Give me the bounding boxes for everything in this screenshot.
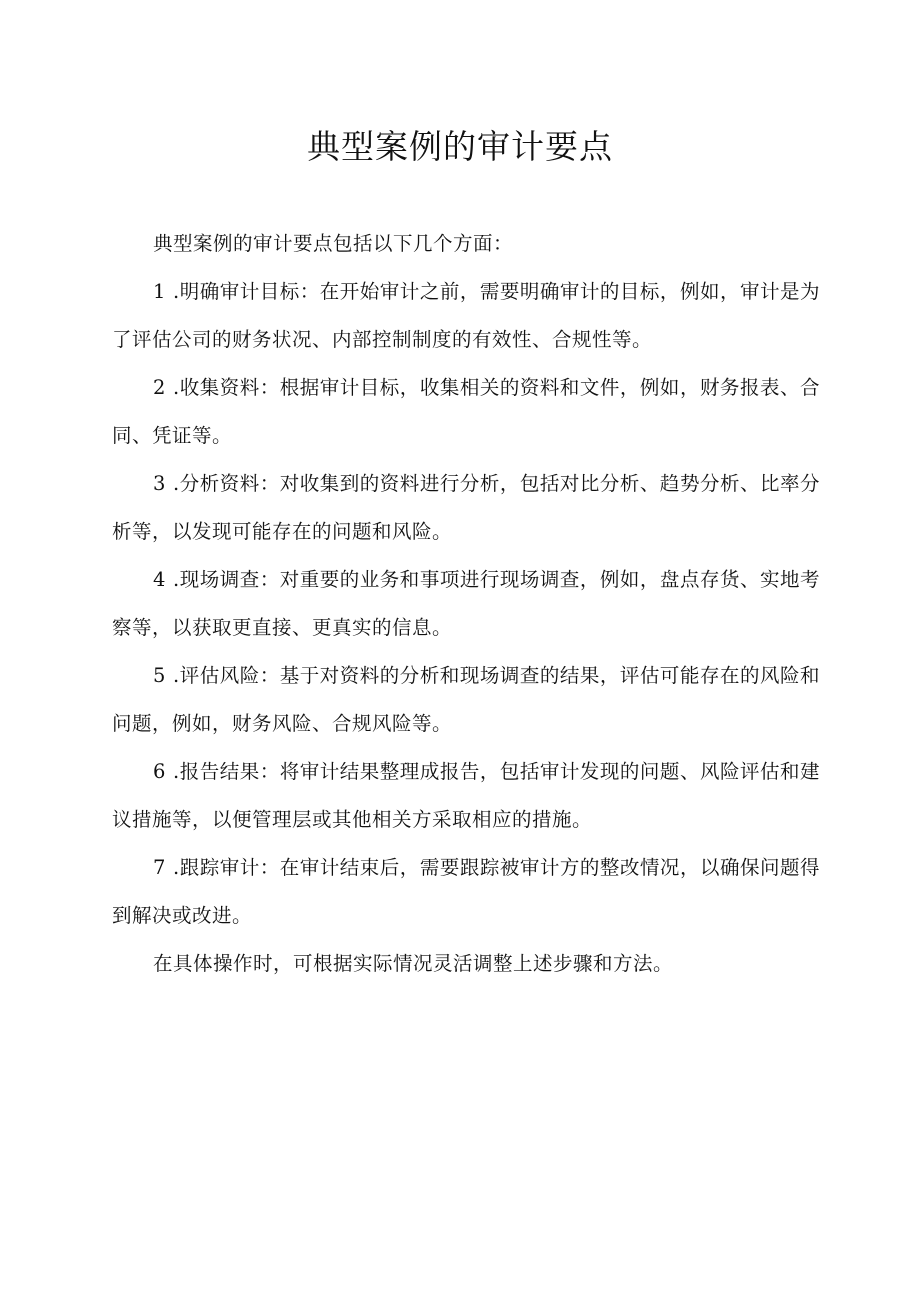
item-number: 3 xyxy=(153,472,166,495)
item-number: 5 xyxy=(153,664,166,687)
item-number: 1 xyxy=(153,280,166,303)
conclusion-paragraph: 在具体操作时，可根据实际情况灵活调整上述步骤和方法。 xyxy=(153,952,674,975)
item-number: 4 xyxy=(153,568,166,591)
item-text: .评估风险：基于对资料的分析和现场调查的结果，评估可能存在的风险和问题，例如，财务风险、合规风险等。 xyxy=(112,664,820,735)
list-item xyxy=(112,652,820,748)
list-item xyxy=(112,460,820,556)
item-text: .跟踪审计：在审计结束后，需要跟踪被审计方的整改情况，以确保问题得到解决或改进。 xyxy=(112,856,820,927)
item-text: .收集资料：根据审计目标，收集相关的资料和文件，例如，财务报表、合同、凭证等。 xyxy=(112,376,820,447)
list-item xyxy=(112,364,820,460)
item-text: .报告结果：将审计结果整理成报告，包括审计发现的问题、风险评估和建议措施等，以便管理层或其他相关方采取相应的措施。 xyxy=(112,760,820,831)
list-item xyxy=(112,556,820,652)
item-number: 6 xyxy=(153,760,166,783)
item-text: .分析资料：对收集到的资料进行分析，包括对比分析、趋势分析、比率分析等，以发现可能存在的问题和风险。 xyxy=(112,472,820,543)
list-item xyxy=(112,268,820,364)
list-item xyxy=(112,748,820,844)
intro-paragraph: 典型案例的审计要点包括以下几个方面： xyxy=(153,232,514,255)
item-text: .现场调查：对重要的业务和事项进行现场调查，例如，盘点存货、实地考察等，以获取更直接、更真实的信息。 xyxy=(112,568,820,639)
item-number: 7 xyxy=(153,856,166,879)
item-text: .明确审计目标：在开始审计之前，需要明确审计的目标，例如，审计是为了评估公司的财务状况、内部控制制度的有效性、合规性等。 xyxy=(112,280,820,351)
document-body xyxy=(112,220,820,988)
list-item xyxy=(112,844,820,940)
item-number: 2 xyxy=(153,376,166,399)
document-title: 典型案例的审计要点 xyxy=(307,127,613,166)
